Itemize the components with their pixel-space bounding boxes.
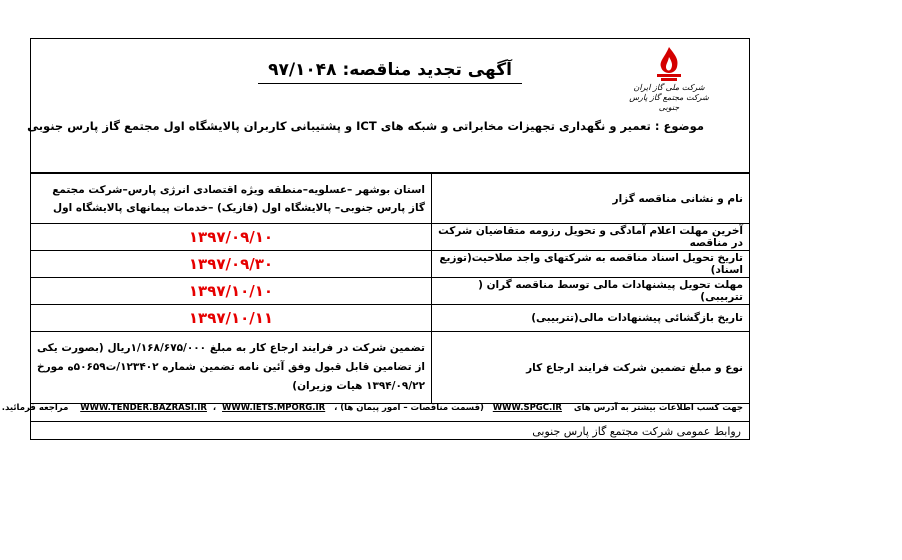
footer-outro: مراجعه فرمائید. <box>1 403 69 413</box>
table-row <box>31 278 749 305</box>
tender-bazrasi-link[interactable]: WWW.TENDER.BAZRASI.IR <box>80 403 207 413</box>
logo-caption-1: شرکت ملی گاز ایران <box>633 83 705 92</box>
notice-title: آگهی تجدید مناقصه: ۹۷/۱۰۴۸ <box>31 60 749 80</box>
table-row <box>31 332 749 404</box>
submission-date: ۱۳۹۷/۱۰/۱۰ <box>31 278 432 305</box>
deadline-date: ۱۳۹۷/۰۹/۱۰ <box>31 224 432 251</box>
row-label: نام و نشانی مناقصه گزار <box>432 174 750 224</box>
footer-note: (قسمت مناقصات – امور پیمان ها) ، <box>334 403 484 413</box>
row-label: تاریخ بازگشائی پیشنهادات مالی(تتربیبی) <box>432 305 750 332</box>
opening-date: ۱۳۹۷/۱۰/۱۱ <box>31 305 432 332</box>
logo-caption-2: شرکت مجتمع گاز پارس جنوبی <box>629 93 709 112</box>
row-label: تاریخ تحویل اسناد مناقصه به شرکتهای واجد صلاحیت(توزیع اسناد) <box>432 251 750 278</box>
notice-subject: موضوع : تعمیر و نگهداری تجهیزات مخابراتی و شبکه های ICT و پشتیبانی کاربران پالایشگاه اول مجتمع گاز پارس جنوبی <box>27 119 704 133</box>
table-row <box>31 174 749 224</box>
iets-mporg-link[interactable]: WWW.IETS.MPORG.IR <box>222 403 326 413</box>
table-row <box>31 224 749 251</box>
notice-header <box>27 39 749 173</box>
guarantee-text: تضمین شرکت در فرایند ارجاع کار به مبلغ ۱/۱۶۸/۶۷۵/۰۰۰ریال (بصورت یکی از تضامین قابل قبول وفق آئین نامه تضمین شماره ۱۲۳۴۰۲/ت۵۰۶۵۹ه مورخ ۱۳۹۴/۰۹/۲۲ هیات وزیران) <box>31 332 432 404</box>
table-row <box>31 251 749 278</box>
info-footer: جهت کسب اطلاعات بیشتر به آدرس های WWW.SPGC.IR (قسمت مناقصات – امور پیمان ها) ، WWW.TENDER.BAZRASI.IR ، WWW.IETS.MPORG.IR مراجعه فرمائید. <box>1 403 743 413</box>
row-label: نوع و مبلغ تضمین شرکت فرایند ارجاع کار <box>432 332 750 404</box>
footer-intro: جهت کسب اطلاعات بیشتر به آدرس های <box>573 403 743 413</box>
table-row <box>31 305 749 332</box>
row-value: استان بوشهر –عسلویه–منطقه ویژه اقتصادی انرژی پارس–شرکت مجتمع گاز پارس جنوبی– پالایشگاه اول (فازیک) –خدمات پیمانهای پالایشگاه اول <box>31 174 432 224</box>
delivery-date: ۱۳۹۷/۰۹/۳۰ <box>31 251 432 278</box>
row-label: مهلت تحویل پیشنهادات مالی توسط مناقصه گران ( تتربیبی) <box>432 278 750 305</box>
tender-details-table <box>31 173 749 404</box>
public-relations-signature: روابط عمومی شرکت مجتمع گاز پارس جنوبی <box>31 421 749 442</box>
spgc-link[interactable]: WWW.SPGC.IR <box>492 403 562 413</box>
row-label: آخرین مهلت اعلام آمادگی و تحویل رزومه متقاضیان شرکت در مناقصه <box>432 224 750 251</box>
tender-notice <box>1 38 750 440</box>
